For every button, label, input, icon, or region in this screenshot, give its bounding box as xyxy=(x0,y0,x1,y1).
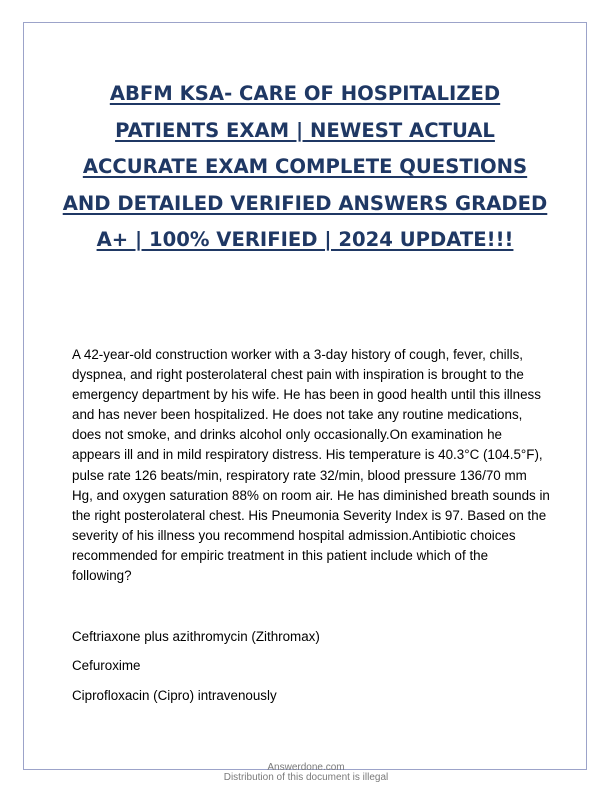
answer-option: Cefuroxime xyxy=(72,658,141,674)
footer-distribution-notice: Distribution of this document is illegal xyxy=(223,772,389,783)
footer-site-watermark: Answerdone.com xyxy=(267,762,345,773)
answer-options xyxy=(72,627,550,715)
answer-option: Ceftriaxone plus azithromycin (Zithromax) xyxy=(72,629,320,644)
document-title: ABFM KSA- CARE OF HOSPITALIZED PATIENTS EXAM | NEWEST ACTUAL ACCURATE EXAM COMPLETE QUESTIONS AND DETAILED VERIFIED ANSWERS GRADED A+ | 100% VERIFIED | 2024 UPDATE!!! xyxy=(62,82,548,252)
question-text: A 42-year-old construction worker with a 3-day history of cough, fever, chills, dyspnea, and right posterolateral chest pain with inspiration is brought to the emergency department by his wife. He has been in good health until this illness and has never been hospitalized. He does not take any routine medications, does not smoke, and drinks alcohol only occasionally.On examination he appears ill and in mild respiratory distress. His temperature is 40.3°C (104.5°F), pulse rate 126 beats/min, respiratory rate 32/min, blood pressure 136/70 mm Hg, and oxygen saturation 88% on room air. He has diminished breath sounds in the right posterolateral chest. His Pneumonia Severity Index is 97. Based on the severity of his illness you recommend hospital admission.Antibiotic choices recommended for empiric treatment in this patient include which of the following? xyxy=(72,347,550,584)
answer-option: Ciprofloxacin (Cipro) intravenously xyxy=(72,687,277,703)
